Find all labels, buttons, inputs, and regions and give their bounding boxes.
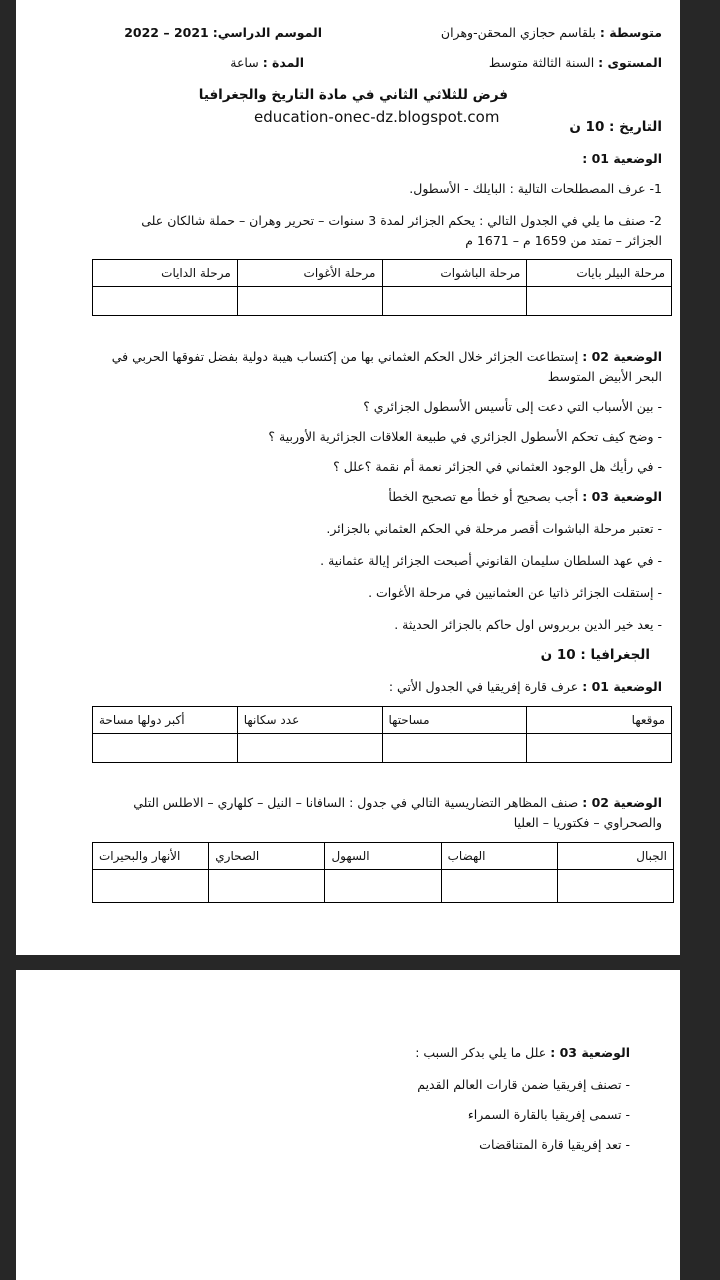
geo-situation-1-title: الوضعية 01 : bbox=[582, 679, 662, 694]
geo-situation-1-text: عرف قارة إفريقيا في الجدول الأتي : bbox=[388, 679, 579, 694]
table-header-cell: الهضاب bbox=[441, 843, 557, 870]
table-header-cell: مرحلة البيلر بايات bbox=[527, 260, 672, 287]
table-header-cell: الصحاري bbox=[209, 843, 325, 870]
geo-situation-3-text: علل ما يلي بدكر السبب : bbox=[415, 1045, 547, 1060]
geo-situation-1-line bbox=[389, 678, 662, 696]
season-label: الموسم الدراسي: bbox=[212, 25, 322, 40]
situation-3-instruction: أجب بصحيح أو خطأ مع تصحيح الخطأ bbox=[388, 489, 579, 504]
table-header-cell: مرحلة الدايات bbox=[93, 260, 238, 287]
true-false-statement: - تعتبر مرحلة الباشوات أقصر مرحلة في الحكم العثماني بالجزائر. bbox=[326, 521, 662, 536]
school-value: بلقاسم حجازي المحقن-وهران bbox=[440, 25, 596, 40]
answer-cell[interactable] bbox=[93, 734, 238, 763]
table-header-cell: مرحلة الأغوات bbox=[237, 260, 382, 287]
history-s2-question: - وضح كيف تحكم الأسطول الجزائري في طبيعة العلاقات الجزائرية الأوربية ؟ bbox=[268, 429, 662, 444]
table-header-cell: عدد سكانها bbox=[237, 707, 382, 734]
season-value: 2021 – 2022 bbox=[124, 25, 209, 40]
situation-1-title: الوضعية 01 : bbox=[582, 151, 662, 166]
answer-cell[interactable] bbox=[382, 287, 527, 316]
exam-page-1 bbox=[16, 0, 680, 955]
table-header-cell: أكبر دولها مساحة bbox=[93, 707, 238, 734]
geo-situation-3-title: الوضعية 03 : bbox=[550, 1045, 630, 1060]
geography-heading: الجغرافيا : 10 ن bbox=[540, 647, 650, 663]
justify-item: - تصنف إفريقيا ضمن قارات العالم القديم bbox=[417, 1077, 630, 1092]
answer-cell[interactable] bbox=[93, 287, 238, 316]
landforms-table bbox=[92, 842, 674, 903]
ottoman-phases-table bbox=[92, 259, 672, 316]
answer-cell[interactable] bbox=[527, 287, 672, 316]
school-line bbox=[441, 24, 662, 42]
history-q2-line1: 2- صنف ما يلي في الجدول التالي : يحكم الجزائر لمدة 3 سنوات – تحرير وهران – حملة شالكان على bbox=[141, 213, 662, 228]
answer-cell[interactable] bbox=[382, 734, 527, 763]
table-header-cell: مرحلة الباشوات bbox=[382, 260, 527, 287]
answer-cell[interactable] bbox=[441, 870, 557, 903]
situation-2-intro-line2: البحر الأبيض المتوسط bbox=[547, 369, 662, 384]
table-header-cell: السهول bbox=[325, 843, 441, 870]
history-s2-question: - في رأيك هل الوجود العثماني في الجزائر نعمة أم نقمة ؟علل ؟ bbox=[333, 459, 662, 474]
table-header-cell: مساحتها bbox=[382, 707, 527, 734]
history-q2-line2: الجزائر – تمتد من 1659 م – 1671 م bbox=[465, 233, 662, 248]
geo-situation-2-text-line1: صنف المظاهر التضاريسية التالي في جدول : السافانا – النيل – كلهاري – الاطلس التلي bbox=[133, 795, 579, 810]
history-s2-question: - بين الأسباب التي دعت إلى تأسيس الأسطول الجزائري ؟ bbox=[363, 399, 662, 414]
exam-title: فرض للثلاثي الثاني في مادة التاريخ والجغرافيا bbox=[198, 87, 508, 103]
duration-line bbox=[230, 54, 304, 72]
geo-situation-2-title: الوضعية 02 : bbox=[582, 795, 662, 810]
true-false-statement: - إستقلت الجزائر ذاتيا عن العثمانيين في مرحلة الأغوات . bbox=[368, 585, 662, 600]
level-line bbox=[489, 54, 662, 72]
geo-situation-2-text-line2: والصحراوي – فكتوريا – العليا bbox=[513, 815, 662, 830]
geo-situation-3-line bbox=[415, 1044, 630, 1062]
justify-item: - تسمى إفريقيا بالقارة السمراء bbox=[467, 1107, 630, 1122]
level-label: المستوى : bbox=[598, 55, 662, 70]
answer-cell[interactable] bbox=[209, 870, 325, 903]
geo-situation-2-line1 bbox=[133, 794, 662, 812]
table-header-cell: موقعها bbox=[527, 707, 672, 734]
season-line bbox=[124, 24, 322, 42]
history-heading: التاريخ : 10 ن bbox=[569, 119, 662, 135]
exam-page-2 bbox=[16, 970, 680, 1280]
situation-2-intro-line1: إستطاعت الجزائر خلال الحكم العثماني بها من إكتساب هيبة دولية بفضل تفوقها الحربي في bbox=[111, 349, 579, 364]
school-label: متوسطة : bbox=[599, 25, 662, 40]
africa-table bbox=[92, 706, 672, 763]
duration-label: المدة : bbox=[262, 55, 304, 70]
situation-2-title: الوضعية 02 : bbox=[582, 349, 662, 364]
answer-cell[interactable] bbox=[237, 287, 382, 316]
answer-cell[interactable] bbox=[557, 870, 673, 903]
answer-cell[interactable] bbox=[325, 870, 441, 903]
duration-value: ساعة bbox=[230, 55, 259, 70]
answer-cell[interactable] bbox=[93, 870, 209, 903]
true-false-statement: - في عهد السلطان سليمان القانوني أصبحت الجزائر إيالة عثمانية . bbox=[320, 553, 662, 568]
justify-item: - تعد إفريقيا قارة المتناقضات bbox=[479, 1137, 630, 1152]
situation-3-heading bbox=[388, 488, 662, 506]
situation-2-intro bbox=[112, 348, 662, 366]
situation-3-title: الوضعية 03 : bbox=[582, 489, 662, 504]
level-value: السنة الثالثة متوسط bbox=[488, 55, 595, 70]
history-q1: 1- عرف المصطلحات التالية : البايلك - الأسطول. bbox=[409, 181, 662, 196]
answer-cell[interactable] bbox=[527, 734, 672, 763]
answer-cell[interactable] bbox=[237, 734, 382, 763]
true-false-statement: - يعد خير الدين بربروس اول حاكم بالجزائر الحديثة . bbox=[394, 617, 662, 632]
table-header-cell: الأنهار والبحيرات bbox=[93, 843, 209, 870]
website-text: education-onec-dz.blogspot.com bbox=[254, 108, 500, 126]
table-header-cell: الجبال bbox=[557, 843, 673, 870]
